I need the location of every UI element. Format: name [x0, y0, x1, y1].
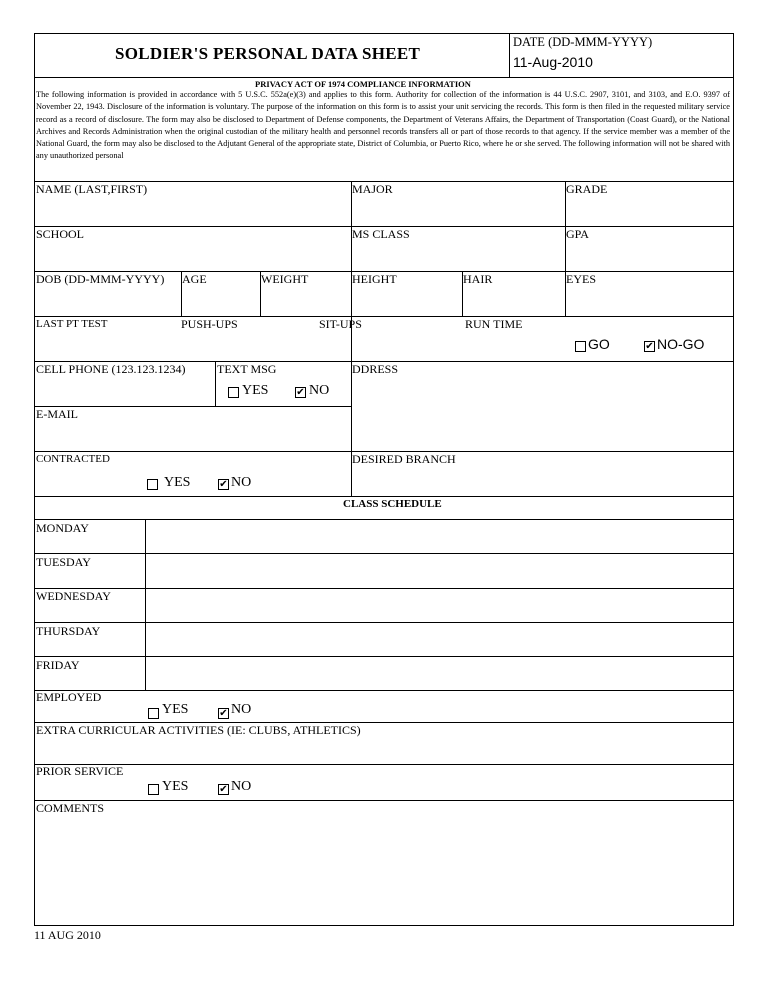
- employed-yes-label: YES: [162, 702, 189, 717]
- email-field[interactable]: [35, 406, 351, 451]
- ms-class-field[interactable]: [351, 226, 565, 271]
- schedule-day-monday: MONDAY: [36, 521, 89, 535]
- pt-go-label: GO: [588, 336, 610, 352]
- last-pt-test-label: LAST PT TEST: [36, 318, 108, 330]
- schedule-monday-field[interactable]: [146, 520, 733, 553]
- contracted-label: CONTRACTED: [36, 453, 110, 465]
- gpa-label: GPA: [566, 227, 589, 241]
- push-ups-label: PUSH-UPS: [181, 317, 238, 331]
- gpa-field[interactable]: [565, 226, 733, 271]
- employed-label: EMPLOYED: [36, 690, 102, 704]
- footer-date: 11 AUG 2010: [34, 928, 101, 942]
- school-label: SCHOOL: [36, 227, 85, 241]
- text-msg-yes-checkbox[interactable]: [228, 387, 239, 398]
- grade-label: GRADE: [566, 182, 608, 196]
- schedule-day-friday: FRIDAY: [36, 658, 80, 672]
- class-schedule-heading: CLASS SCHEDULE: [343, 498, 442, 510]
- height-label: HEIGHT: [352, 272, 397, 286]
- pt-go-checkbox[interactable]: [575, 341, 586, 352]
- schedule-tuesday-field[interactable]: [146, 554, 733, 588]
- text-msg-yes-label: YES: [242, 383, 269, 398]
- name-field[interactable]: [35, 181, 351, 226]
- age-field[interactable]: [181, 271, 260, 316]
- contracted-no-label: NO: [231, 475, 252, 490]
- extra-curricular-field[interactable]: [35, 722, 733, 764]
- divider: [35, 690, 733, 691]
- extra-curricular-label: EXTRA CURRICULAR ACTIVITIES (IE: CLUBS, ATHLETICS): [36, 723, 361, 737]
- employed-yes-checkbox[interactable]: [148, 708, 159, 719]
- weight-field[interactable]: [260, 271, 351, 316]
- divider: [35, 77, 733, 78]
- desired-branch-label: DESIRED BRANCH: [352, 452, 456, 466]
- grade-field[interactable]: [565, 181, 733, 226]
- privacy-text: The following information is provided in accordance with 5 U.S.C. 552a(e)(3) and applies to this form. Authority for collection of the information is 44 U.S.C. 2907, 3101, and 3103, and E.O. 9397 of November 22, 1943. Disclosure of the information is voluntary. The purpose of the information on this form is to assist your unit servicing the records. This form is then filed in the requested military service record as a record of disclosure. The form may also be disclosed to Department of Defense components, the Department of Veterans Affairs, the Department of Transportation (Coast Guard), or the National Archives and Records Administration when the original custodian of the military health and personnel records transfers all or part of those records to that agency. If the service member was a member of the National Guard, the form may also be disclosed to the Adjutant General of the appropriate state, District of Columbia, or Puerto Rico, where he or she served. The following information will not be shared with any unauthorized personal: [36, 90, 730, 161]
- schedule-day-wednesday: WEDNESDAY: [36, 589, 111, 603]
- divider: [35, 496, 733, 497]
- employed-no-checkbox[interactable]: ✔: [219, 708, 228, 719]
- prior-service-label: PRIOR SERVICE: [36, 764, 124, 778]
- schedule-friday-field[interactable]: [146, 657, 733, 690]
- dob-field[interactable]: [35, 271, 181, 316]
- date-label: DATE (DD-MMM-YYYY): [513, 35, 653, 49]
- hair-label: HAIR: [463, 272, 493, 286]
- hair-field[interactable]: [462, 271, 565, 316]
- comments-field[interactable]: [35, 800, 733, 925]
- privacy-heading: PRIVACY ACT OF 1974 COMPLIANCE INFORMATION: [255, 79, 471, 89]
- prior-service-no-checkbox[interactable]: ✔: [219, 784, 228, 795]
- schedule-day-thursday: THURSDAY: [36, 624, 101, 638]
- form-title: SOLDIER'S PERSONAL DATA SHEET: [115, 44, 421, 63]
- text-msg-label: TEXT MSG: [217, 362, 277, 376]
- major-field[interactable]: [351, 181, 565, 226]
- sit-ups-label: SIT-UPS: [319, 317, 362, 331]
- eyes-field[interactable]: [565, 271, 733, 316]
- prior-service-no-label: NO: [231, 779, 252, 794]
- divider: [35, 764, 733, 765]
- run-time-label: RUN TIME: [465, 317, 523, 331]
- pt-no-go-checkbox[interactable]: ✔: [645, 341, 654, 352]
- dob-label: DOB (DD-MMM-YYYY): [36, 272, 165, 286]
- contracted-no-checkbox[interactable]: ✔: [219, 479, 228, 490]
- schedule-thursday-field[interactable]: [146, 623, 733, 656]
- prior-service-yes-label: YES: [162, 779, 189, 794]
- schedule-wednesday-field[interactable]: [146, 589, 733, 622]
- schedule-day-tuesday: TUESDAY: [36, 555, 91, 569]
- weight-label: WEIGHT: [261, 272, 309, 286]
- comments-label: COMMENTS: [36, 801, 105, 815]
- desired-branch-field[interactable]: [351, 451, 733, 496]
- pt-no-go-label: NO-GO: [657, 336, 705, 352]
- date-value[interactable]: 11-Aug-2010: [513, 54, 593, 70]
- contracted-yes-checkbox[interactable]: [147, 479, 158, 490]
- cell-phone-label: CELL PHONE (123.123.1234): [36, 362, 186, 376]
- height-field[interactable]: [351, 271, 462, 316]
- address-field[interactable]: [351, 361, 733, 451]
- ms-class-label: MS CLASS: [352, 227, 410, 241]
- eyes-label: EYES: [566, 272, 596, 286]
- personal-data-form: [34, 33, 734, 926]
- age-label: AGE: [182, 272, 207, 286]
- divider: [509, 34, 510, 77]
- prior-service-yes-checkbox[interactable]: [148, 784, 159, 795]
- major-label: MAJOR: [352, 182, 393, 196]
- employed-no-label: NO: [231, 702, 252, 717]
- text-msg-no-label: NO: [309, 383, 330, 398]
- contracted-yes-label: YES: [164, 475, 191, 490]
- address-label: DDRESS: [352, 362, 399, 376]
- cell-phone-field[interactable]: [35, 361, 215, 406]
- text-msg-no-checkbox[interactable]: ✔: [296, 387, 305, 398]
- email-label: E-MAIL: [36, 407, 78, 421]
- school-field[interactable]: [35, 226, 351, 271]
- divider: [35, 316, 733, 317]
- name-label: NAME (LAST,FIRST): [36, 182, 148, 196]
- divider: [215, 361, 216, 406]
